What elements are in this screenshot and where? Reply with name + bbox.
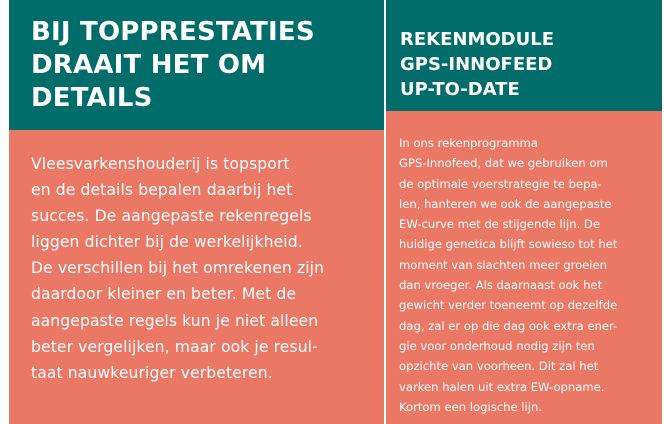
left-text-line: taat nauwkeuriger verbeteren. <box>31 363 273 382</box>
left-heading-line: DETAILS <box>31 83 153 113</box>
right-text-line: moment van slachten meer groeien <box>399 257 608 272</box>
right-heading-line: UP-TO-DATE <box>400 79 520 100</box>
right-heading <box>400 27 554 102</box>
right-header <box>386 0 662 111</box>
right-text-line: dan vroeger. Als daarnaast ook het <box>399 278 603 293</box>
right-heading-line: REKENMODULE <box>400 29 555 50</box>
left-body <box>9 130 384 424</box>
left-heading-line: DRAAIT HET OM <box>31 50 267 80</box>
left-text-line: De verschillen bij het omrekenen zijn <box>31 259 325 278</box>
right-text-line: dag, zal er op die dag ook extra ener- <box>399 318 618 333</box>
left-text-line: aangepaste regels kun je niet alleen <box>31 311 319 330</box>
left-heading-line: BIJ TOPPRESTATIES <box>31 17 315 47</box>
left-text-line: Vleesvarkenshouderij is topsport <box>31 155 290 173</box>
right-paragraph <box>399 133 617 417</box>
right-text-line: huidige genetica blijft sowieso tot het <box>399 237 618 252</box>
left-text-line: daardoor kleiner en beter. Met de <box>31 285 297 304</box>
left-text-line: liggen dichter bij de werkelijkheid. <box>31 233 303 252</box>
right-text-line: EW-curve met de stijgende lijn. De <box>399 217 600 232</box>
right-text-line: GPS-Innofeed, dat we gebruiken om <box>399 156 608 171</box>
left-header <box>9 0 384 130</box>
right-heading-line: GPS-INNOFEED <box>400 54 553 75</box>
right-text-line: gewicht verder toeneemt op dezelfde <box>399 298 618 313</box>
left-column <box>9 0 384 424</box>
left-text-line: beter vergelijken, maar ook je resul- <box>31 337 318 356</box>
left-text-line: succes. De aangepaste rekenregels <box>31 207 312 226</box>
right-text-line: gie voor onderhoud nodig zijn ten <box>399 338 595 353</box>
right-column <box>386 0 662 424</box>
right-text-line: de optimale voerstrategie te bepa- <box>399 176 602 191</box>
right-text-line: varken halen uit extra EW-opname. <box>399 379 605 394</box>
right-body <box>386 111 662 424</box>
right-text-line: len, hanteren we ook de aangepaste <box>399 196 612 211</box>
left-paragraph <box>31 151 324 386</box>
left-text-line: en de details bepalen daarbij het <box>31 181 293 200</box>
right-text-line: In ons rekenprogramma <box>399 136 538 150</box>
left-heading <box>31 16 315 115</box>
right-text-line: Kortom een logische lijn. <box>399 399 542 414</box>
right-text-line: opzichte van voorheen. Dit zal het <box>399 359 599 374</box>
